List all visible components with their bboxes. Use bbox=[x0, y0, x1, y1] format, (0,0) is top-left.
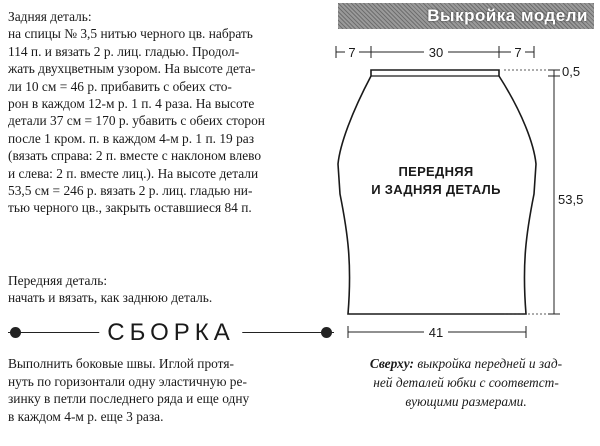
pattern-banner-title: Выкройка модели bbox=[427, 6, 588, 25]
assembly-line: зинку в петли последнего ряда и еще одну bbox=[8, 391, 250, 407]
assembly-line: Выполнить боковые швы. Иглой протя- bbox=[8, 356, 234, 371]
back-line: жать двухцветным узором. На высоте дета- bbox=[8, 61, 256, 77]
caption-line: ней деталей юбки с соответст- bbox=[373, 375, 559, 390]
dim-top-left: 7 bbox=[348, 45, 356, 60]
back-line: на спицы № 3,5 нитью черного цв. набрать bbox=[8, 26, 253, 42]
front-detail-section bbox=[8, 272, 338, 307]
pattern-caption bbox=[336, 354, 596, 411]
rule-dot-left bbox=[10, 327, 21, 338]
pattern-svg bbox=[326, 34, 600, 364]
back-line: рон в каждом 12-м р. 1 п. 4 раза. На высоте bbox=[8, 96, 255, 112]
back-detail-heading: Задняя деталь: bbox=[8, 9, 92, 24]
dim-waistband: 0,5 bbox=[562, 64, 581, 79]
back-line: тью черного цв., закрыть оставшиеся 84 п. bbox=[8, 200, 252, 216]
assembly-line: нуть по горизонтали одну эластичную ре- bbox=[8, 373, 247, 389]
back-line: 114 п. и вязать 2 р. лиц. гладью. Продол- bbox=[8, 43, 240, 59]
pattern-label-line2: И ЗАДНЯЯ ДЕТАЛЬ bbox=[371, 182, 501, 197]
back-line: 53,5 см = 246 р. вязать 2 р. лиц. гладью ни- bbox=[8, 183, 253, 199]
assembly-title: СБОРКА bbox=[99, 318, 242, 348]
caption-line: вующими размерами. bbox=[405, 394, 527, 409]
dim-top-center: 30 bbox=[428, 45, 444, 60]
pattern-banner bbox=[338, 3, 594, 29]
dim-top-right: 7 bbox=[514, 45, 522, 60]
back-line: после 1 кром. п. в каждом 4-м р. 1 п. 19 раз bbox=[8, 130, 255, 146]
dim-bottom: 41 bbox=[428, 325, 444, 340]
back-line: ли 10 см = 46 р. прибавить с обеих сто- bbox=[8, 78, 232, 94]
assembly-header bbox=[8, 318, 334, 348]
pattern-diagram bbox=[326, 34, 600, 364]
back-line: (вязать справа: 2 п. вместе с наклоном влево bbox=[8, 148, 262, 164]
caption-line: выкройка передней и зад- bbox=[413, 356, 563, 371]
dim-height: 53,5 bbox=[558, 192, 584, 207]
back-detail-section bbox=[8, 8, 338, 217]
pattern-label-line1: ПЕРЕДНЯЯ bbox=[398, 164, 474, 179]
assembly-section bbox=[8, 355, 338, 425]
back-line: детали 37 см = 170 р. убавить с обеих сторон bbox=[8, 113, 265, 129]
assembly-line: в каждом 4-м р. еще 3 раза. bbox=[8, 408, 164, 424]
caption-lead: Сверху: bbox=[369, 356, 414, 371]
front-line: начать и вязать, как заднюю деталь. bbox=[8, 290, 213, 306]
back-line: и слева: 2 п. вместе лиц.). На высоте детали bbox=[8, 165, 259, 181]
front-detail-heading: Передняя деталь: bbox=[8, 273, 108, 288]
